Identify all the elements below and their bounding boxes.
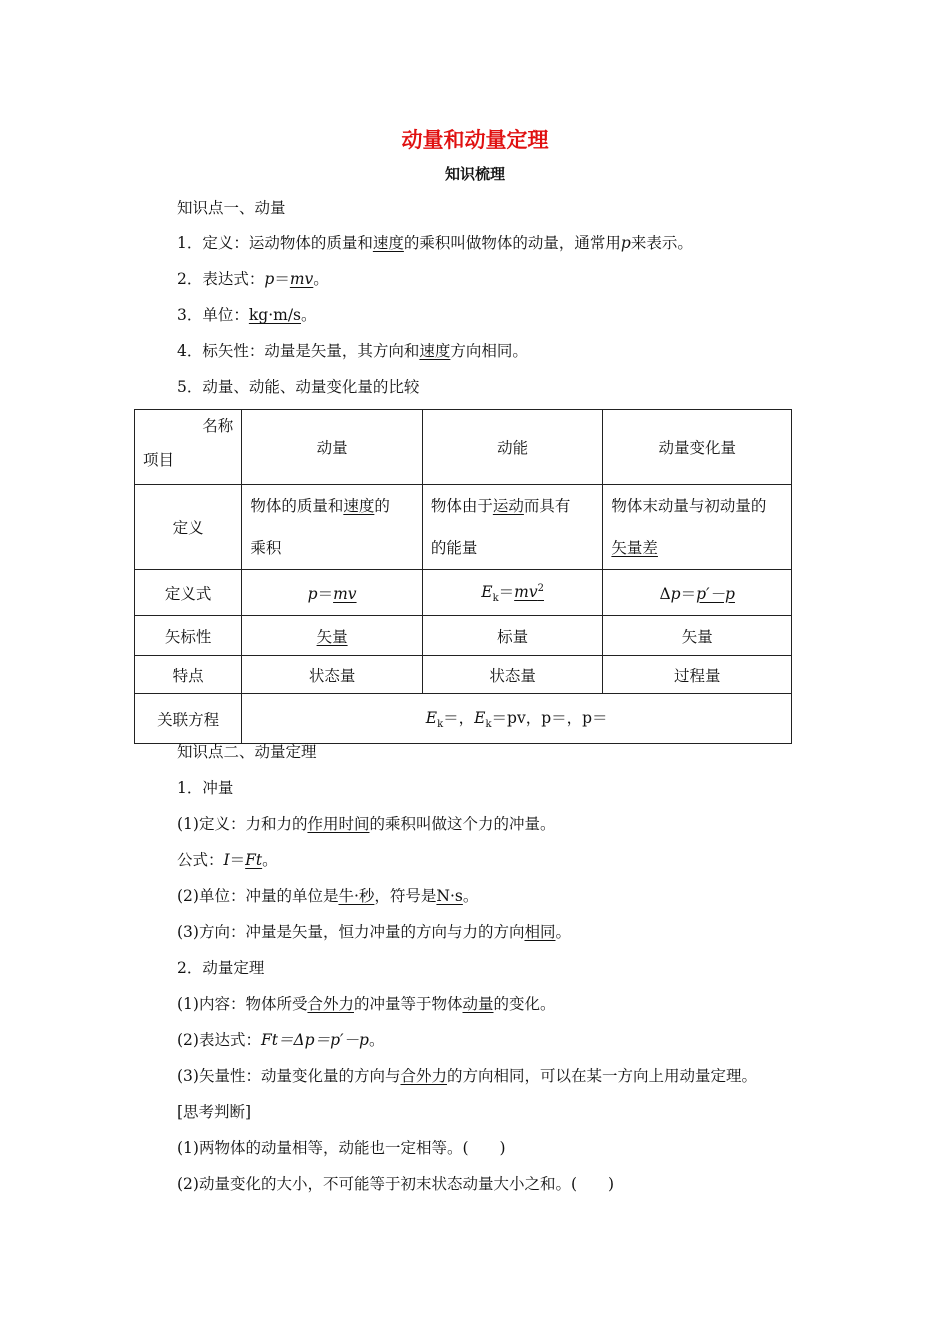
header-kinetic-energy: 动能 xyxy=(422,410,603,485)
cell-vec-momentum: 矢量 xyxy=(242,616,423,656)
momentum-definition: 1．定义：运动物体的质量和速度的乘积叫做物体的动量，通常用p来表示。 xyxy=(177,234,693,252)
table-header-row xyxy=(135,410,792,485)
impulse-definition: (1)定义：力和力的作用时间的乘积叫做这个力的冲量。 xyxy=(177,815,556,833)
page-title: 动量和动量定理 xyxy=(401,128,549,152)
cell-formula-momentum: p＝mv xyxy=(242,570,423,616)
row-label-relation: 关联方程 xyxy=(135,694,242,744)
theorem-expression: (2)表达式：Ft＝Δp＝p′－p。 xyxy=(177,1031,385,1049)
row-label-vector: 矢标性 xyxy=(135,616,242,656)
cell-feat-momentum: 状态量 xyxy=(242,656,423,694)
table-row-feature xyxy=(135,656,792,694)
comparison-heading: 5．动量、动能、动量变化量的比较 xyxy=(177,378,420,396)
table-row-definition xyxy=(135,485,792,570)
momentum-vector: 4．标矢性：动量是矢量，其方向和速度方向相同。 xyxy=(177,342,528,360)
momentum-unit: 3．单位：kg·m/s。 xyxy=(177,306,317,324)
corner-bottom-label: 项目 xyxy=(143,451,175,469)
think-question-1: (1)两物体的动量相等，动能也一定相等。( ) xyxy=(177,1139,506,1157)
header-momentum: 动量 xyxy=(242,410,423,485)
cell-def-kinetic: 物体由于运动而具有 的能量 xyxy=(422,485,603,570)
think-heading: [思考判断] xyxy=(177,1103,252,1121)
impulse-heading: 1．冲量 xyxy=(177,779,234,797)
think-question-2: (2)动量变化的大小，不可能等于初末状态动量大小之和。( ) xyxy=(177,1175,615,1193)
row-label-feature: 特点 xyxy=(135,656,242,694)
header-momentum-change: 动量变化量 xyxy=(603,410,792,485)
table-row-vector xyxy=(135,616,792,656)
corner-top-label: 名称 xyxy=(202,417,234,435)
impulse-unit: (2)单位：冲量的单位是牛·秒，符号是N·s。 xyxy=(177,887,479,905)
cell-vec-kinetic: 标量 xyxy=(422,616,603,656)
impulse-formula: 公式：I＝Ft。 xyxy=(177,851,278,869)
theorem-heading: 2．动量定理 xyxy=(177,959,265,977)
row-label-definition: 定义 xyxy=(135,485,242,570)
cell-def-change: 物体末动量与初动量的 矢量差 xyxy=(603,485,792,570)
theorem-vector: (3)矢量性：动量变化量的方向与合外力的方向相同，可以在某一方向上用动量定理。 xyxy=(177,1067,757,1085)
section1-heading: 知识点一、动量 xyxy=(177,199,286,217)
cell-vec-change: 矢量 xyxy=(603,616,792,656)
table-corner-cell xyxy=(135,410,242,485)
theorem-content: (1)内容：物体所受合外力的冲量等于物体动量的变化。 xyxy=(177,995,556,1013)
cell-def-momentum: 物体的质量和速度的 乘积 xyxy=(242,485,423,570)
section-subtitle: 知识梳理 xyxy=(444,165,505,183)
table-row-formula xyxy=(135,570,792,616)
impulse-direction: (3)方向：冲量是矢量，恒力冲量的方向与力的方向相同。 xyxy=(177,923,571,941)
momentum-expression: 2．表达式：p＝mv。 xyxy=(177,270,329,288)
cell-feat-kinetic: 状态量 xyxy=(422,656,603,694)
table-row-relation xyxy=(135,694,792,744)
comparison-table xyxy=(134,409,792,744)
cell-formula-change: Δp＝p′－p xyxy=(603,570,792,616)
cell-relation-equations: $E_k=$，$E_k=pv$，p＝，p＝ xyxy=(242,694,792,744)
cell-formula-kinetic: $E_k=mv^2$ xyxy=(422,570,603,616)
row-label-formula: 定义式 xyxy=(135,570,242,616)
cell-feat-change: 过程量 xyxy=(603,656,792,694)
section2-heading: 知识点二、动量定理 xyxy=(177,743,317,761)
